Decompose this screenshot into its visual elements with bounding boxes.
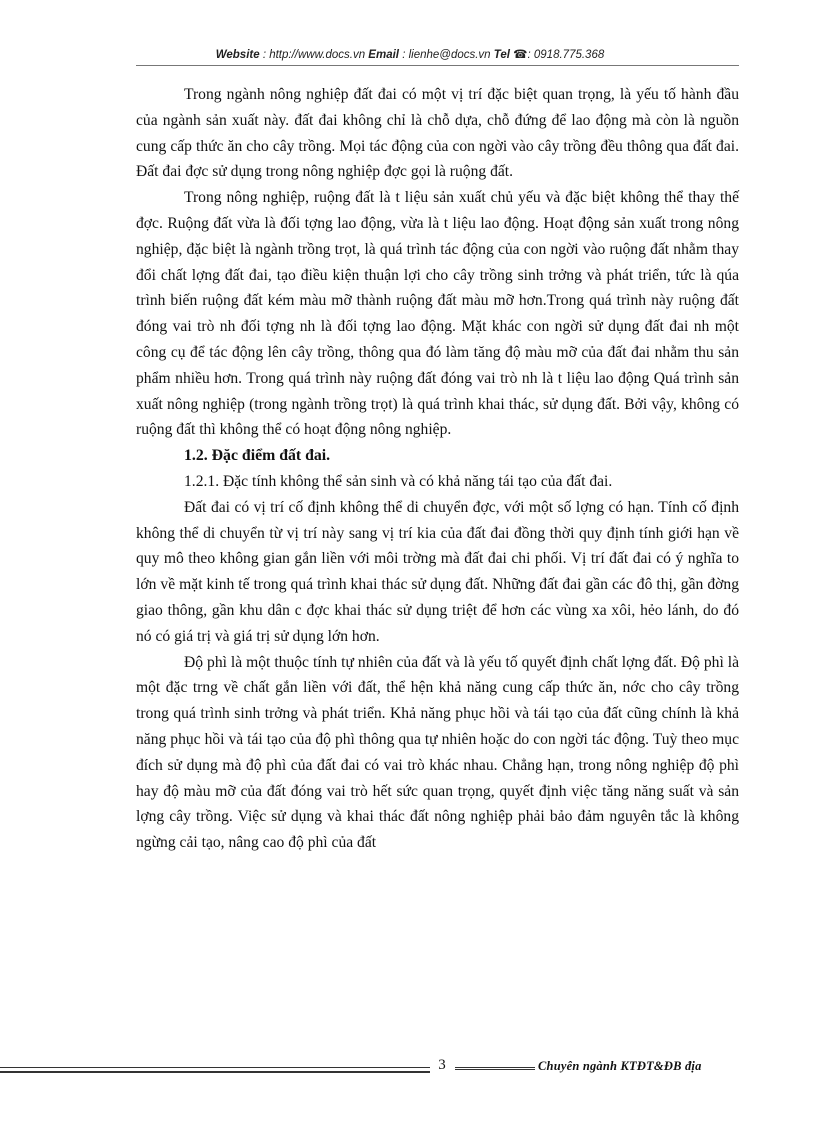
subsection-heading: 1.2.1. Đặc tính không thể sản sinh và có khả năng tái tạo của đất đai.: [184, 472, 613, 490]
footer-divider-right: [455, 1067, 535, 1070]
footer-divider-bottom: [0, 1071, 430, 1073]
email-label: Email: [368, 49, 399, 61]
page-header: [136, 47, 684, 61]
page-number: 3: [438, 1057, 446, 1073]
document-body: [136, 82, 739, 856]
website-value: : http://www.docs.vn: [262, 49, 366, 61]
website-label: Website: [215, 49, 260, 61]
tel-label: Tel ☎: [493, 49, 528, 61]
paragraph-1: Trong ngành nông nghiệp đất đai có một vị trí đặc biệt quan trọng, là yếu tố hành đầu của ngành sản xuất này. đất đai không chỉ là chỗ dựa, chỗ đứng để lao động mà còn là nguồn cung cấp thức ăn cho cây trồng. Mọi tác động của con ngời vào cây trồng đều thông qua đất đai. Đất đai đợc sử dụng trong nông nghiệp đợc gọi là ruộng đất.: [136, 86, 739, 181]
tel-value: : 0918.775.368: [527, 49, 605, 61]
section-heading: 1.2. Đặc điểm đất đai.: [184, 447, 331, 465]
footer-author: Chuyên ngành KTĐT&ĐB địa: [538, 1059, 702, 1073]
footer-divider-top: [0, 1067, 430, 1068]
paragraph-2: Trong nông nghiệp, ruộng đất là t liệu sản xuất chủ yếu và đặc biệt không thể thay thế đợc. Ruộng đất vừa là đối tợng lao động, vừa là t liệu lao động. Hoạt động sản xuất trong nông nghiệp, đặc biệt là ngành trồng trọt, là quá trình tác động của con ngời vào ruộng đất nhằm thay đổi chất lợng đất đai, tạo điều kiện thuận lợi cho cây trồng sinh trởng và phát triển, tức là qúa trình biến ruộng đất kém màu mỡ thành ruộng đất màu mỡ hơn.Trong quá trình này ruộng đất đóng vai trò nh đối tợng nh là đối tợng lao động. Mặt khác con ngời sử dụng đất đai nh một công cụ để tác động lên cây trồng, thông qua đó làm tăng độ màu mỡ của đất đai nhằm thu sản phẩm nhiều hơn. Trong quá trình này ruộng đất đóng vai trò nh là t liệu lao động Quá trình sản xuất nông nghiệp (trong ngành trồng trọt) là quá trình khai thác, sử dụng đất. Bởi vậy, không có ruộng đất thì không thể có hoạt động nông nghiệp.: [136, 189, 739, 439]
header-divider: [136, 65, 739, 66]
paragraph-4: Độ phì là một thuộc tính tự nhiên của đất và là yếu tố quyết định chất lợng đất. Độ phì là một đặc trng về chất gắn liền với đất, thể hện khả năng cung cấp thức ăn, nớc cho cây trồng trong quá trình sinh trởng và phát triển. Khả năng phục hồi và tái tạo của đất cũng chính là khả năng phục hồi và tái tạo của độ phì thông qua tự nhiên hoặc do con ngời tác động. Tuỳ theo mục đích sử dụng mà độ phì của đất đai có vai trò khác nhau. Chẳng hạn, trong nông nghiệp độ phì hay độ màu mỡ của đất đóng vai trò hết sức quan trọng, quyết định việc tăng năng suất và sản lợng cây trồng. Việc sử dụng và khai thác đất nông nghiệp phải bảo đảm nguyên tắc là không ngừng cải tạo, nâng cao độ phì của đất: [136, 653, 739, 852]
email-value: : lienhe@docs.vn: [402, 49, 491, 61]
paragraph-3: Đất đai có vị trí cố định không thể di chuyển đợc, với một số lợng có hạn. Tính cố định không thể di chuyển từ vị trí này sang vị trí kia của đất đai đồng thời quy định tính giới hạn về quy mô theo không gian gắn liền với môi trờng mà đất đai chi phối. Vị trí đất đai có ý nghĩa to lớn về mặt kinh tế trong quá trình khai thác sử dụng đất. Những đất đai gần các đô thị, gần đờng giao thông, gần khu dân c đợc khai thác sử dụng triệt để hơn các vùng xa xôi, hẻo lánh, do đó nó có giá trị và giá trị sử dụng lớn hơn.: [136, 498, 739, 645]
